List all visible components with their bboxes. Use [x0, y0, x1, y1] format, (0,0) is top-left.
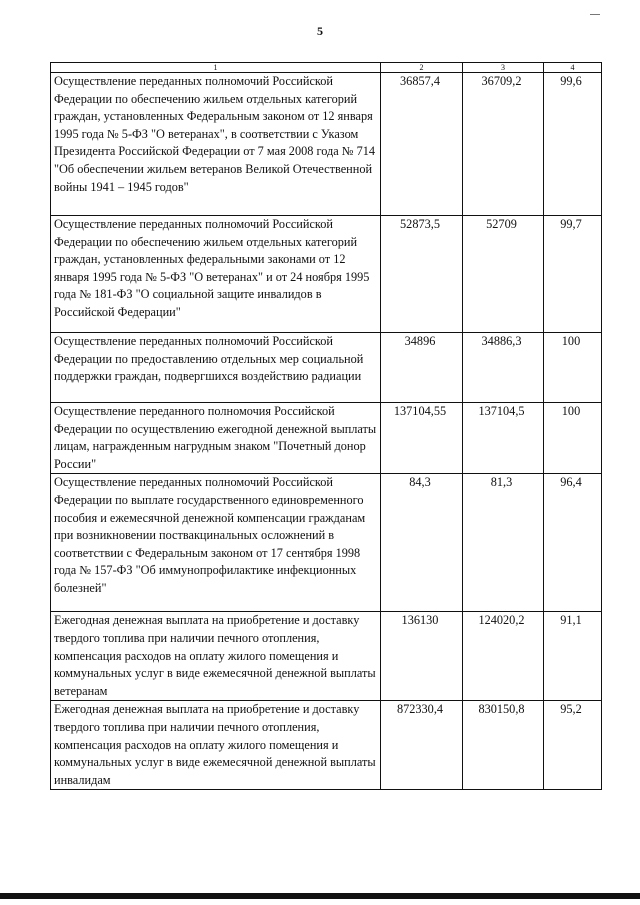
row-col-2-value: 52873,5	[381, 216, 463, 333]
budget-table	[50, 62, 602, 790]
row-description: Ежегодная денежная выплата на приобретение и доставку твердого топлива при наличии печного отопления, компенсация расходов на оплату жилого помещения и коммунальных услуг в виде ежемесячной денежной выплаты инвалидам	[51, 701, 381, 790]
header-col-1: 1	[51, 63, 381, 73]
table-row	[51, 403, 602, 474]
row-col-2-value: 84,3	[381, 474, 463, 612]
header-col-3: 3	[463, 63, 544, 73]
row-col-2-value: 34896	[381, 333, 463, 403]
row-col-4-value: 100	[544, 403, 602, 474]
table-row	[51, 73, 602, 216]
row-col-4-value: 99,7	[544, 216, 602, 333]
row-description: Осуществление переданных полномочий Российской Федерации по выплате государственного единовременного пособия и ежемесячной денежной компенсации гражданам при возникновении поствакцинальных осложнений в соответствии с Федеральным законом от 17 сентября 1998 года № 157-ФЗ "Об иммунопрофилактике инфекционных болезней"	[51, 474, 381, 612]
row-col-3-value: 124020,2	[463, 612, 544, 701]
table-row	[51, 333, 602, 403]
scan-edge-bar	[0, 893, 640, 899]
header-col-2: 2	[381, 63, 463, 73]
row-col-4-value: 99,6	[544, 73, 602, 216]
row-col-2-value: 872330,4	[381, 701, 463, 790]
table-row	[51, 216, 602, 333]
row-col-4-value: 95,2	[544, 701, 602, 790]
corner-mark	[590, 14, 600, 15]
header-row	[51, 63, 602, 73]
row-description: Ежегодная денежная выплата на приобретение и доставку твердого топлива при наличии печного отопления, компенсация расходов на оплату жилого помещения и коммунальных услуг в виде ежемесячной денежной выплаты ветеранам	[51, 612, 381, 701]
page-number: 5	[317, 24, 323, 38]
row-col-4-value: 100	[544, 333, 602, 403]
row-col-3-value: 830150,8	[463, 701, 544, 790]
row-description: Осуществление переданного полномочия Российской Федерации по осуществлению ежегодной денежной выплаты лицам, награжденным нагрудным знаком "Почетный донор России"	[51, 403, 381, 474]
row-description: Осуществление переданных полномочий Российской Федерации по обеспечению жильем отдельных категорий граждан, установленных Федеральным законом от 12 января 1995 года № 5-ФЗ "О ветеранах", в соответствии с Указом Президента Российской Федерации от 7 мая 2008 года № 714 "Об обеспечении жильем ветеранов Великой Отечественной войны 1941 – 1945 годов"	[51, 73, 381, 216]
table-row	[51, 701, 602, 790]
row-col-2-value: 137104,55	[381, 403, 463, 474]
row-col-3-value: 137104,5	[463, 403, 544, 474]
row-col-4-value: 96,4	[544, 474, 602, 612]
row-description: Осуществление переданных полномочий Российской Федерации по обеспечению жильем отдельных категорий граждан, установленных федеральными законами от 12 января 1995 года № 5-ФЗ "О ветеранах" и от 24 ноября 1995 года № 181-ФЗ "О социальной защите инвалидов в Российской Федерации"	[51, 216, 381, 333]
row-col-2-value: 36857,4	[381, 73, 463, 216]
row-col-3-value: 36709,2	[463, 73, 544, 216]
table-row	[51, 612, 602, 701]
row-col-3-value: 81,3	[463, 474, 544, 612]
row-col-3-value: 52709	[463, 216, 544, 333]
row-col-3-value: 34886,3	[463, 333, 544, 403]
header-col-4: 4	[544, 63, 602, 73]
row-col-2-value: 136130	[381, 612, 463, 701]
row-description: Осуществление переданных полномочий Российской Федерации по предоставлению отдельных мер социальной поддержки граждан, подвергшихся воздействию радиации	[51, 333, 381, 403]
table-row	[51, 474, 602, 612]
row-col-4-value: 91,1	[544, 612, 602, 701]
